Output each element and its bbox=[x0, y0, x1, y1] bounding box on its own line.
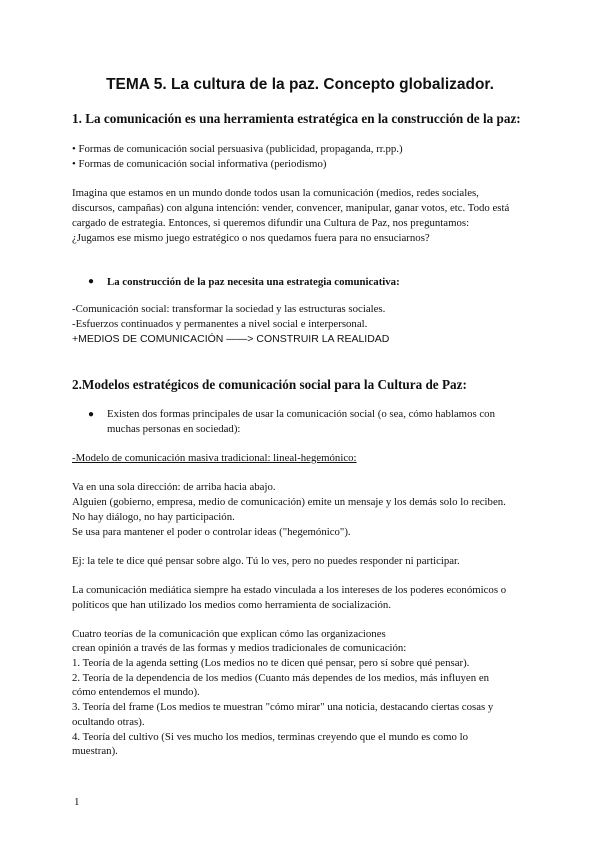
medios-line: +MEDIOS DE COMUNICACIÓN ——> CONSTRUIR LA REALIDAD bbox=[72, 333, 390, 345]
theory-line: 4. Teoría del cultivo (Si ves mucho los medios, terminas creyendo que el mundo es como lo bbox=[72, 731, 469, 743]
model-heading: -Modelo de comunicación masiva tradicional: lineal-hegemónico: bbox=[72, 452, 357, 464]
section1-paragraph-line: Imagina que estamos en un mundo donde todos usan la comunicación (medios, redes sociales, bbox=[72, 187, 479, 199]
section1-bullet: • Formas de comunicación social informativa (periodismo) bbox=[72, 158, 327, 170]
section2-heading: 2.Modelos estratégicos de comunicación social para la Cultura de Paz: bbox=[72, 377, 467, 392]
section1-paragraph-line: cargado de estrategia. Entonces, si queremos difundir una Cultura de Paz, nos preguntamos: bbox=[72, 217, 470, 229]
section2-bullet-line: Existen dos formas principales de usar la comunicación social (o sea, cómo hablamos con bbox=[107, 408, 495, 420]
section2-bullet-line: muchas personas en sociedad): bbox=[107, 423, 241, 435]
bullet-dot: ● bbox=[88, 276, 95, 287]
section1-bullet: • Formas de comunicación social persuasiva (publicidad, propaganda, rr.pp.) bbox=[72, 143, 403, 155]
mediatic-line: La comunicación mediática siempre ha estado vinculada a los intereses de los poderes económicos o bbox=[72, 584, 507, 596]
theory-line: 3. Teoría del frame (Los medios te muestran "cómo mirar" una noticia, destacando ciertas cosas y bbox=[72, 701, 494, 713]
page-title: TEMA 5. La cultura de la paz. Concepto globalizador. bbox=[106, 76, 494, 93]
bold-bullet-text: La construcción de la paz necesita una estrategia comunicativa: bbox=[107, 276, 400, 288]
model-line: Se usa para mantener el poder o controlar ideas ("hegemónico"). bbox=[72, 526, 351, 538]
theory-line: muestran). bbox=[72, 745, 118, 757]
theory-line: cómo entendemos el mundo). bbox=[72, 686, 200, 698]
section1-paragraph-line: ¿Jugamos ese mismo juego estratégico o nos quedamos fuera para no ensuciarnos? bbox=[72, 232, 430, 244]
model-line: Va en una sola dirección: de arriba hacia abajo. bbox=[72, 481, 276, 493]
theories-intro-line: Cuatro teorías de la comunicación que explican cómo las organizaciones bbox=[72, 628, 386, 640]
example-line: Ej: la tele te dice qué pensar sobre algo. Tú lo ves, pero no puedes responder ni participar. bbox=[72, 555, 460, 567]
dash-line: -Esfuerzos continuados y permanentes a nivel social e interpersonal. bbox=[72, 318, 368, 330]
model-line: Alguien (gobierno, empresa, medio de comunicación) emite un mensaje y los demás solo lo reciben. bbox=[72, 496, 506, 508]
page-number: 1 bbox=[74, 796, 80, 808]
theory-line: ocultando otras). bbox=[72, 716, 145, 728]
section1-heading: 1. La comunicación es una herramienta estratégica en la construcción de la paz: bbox=[72, 111, 521, 126]
theories-intro-line: crean opinión a través de las formas y medios tradicionales de comunicación: bbox=[72, 642, 407, 654]
theory-line: 1. Teoría de la agenda setting (Los medios no te dicen qué pensar, pero sí sobre qué pensar). bbox=[72, 657, 470, 669]
theory-line: 2. Teoría de la dependencia de los medios (Cuanto más dependes de los medios, más influyen en bbox=[72, 672, 490, 684]
section1-paragraph-line: discursos, campañas) con alguna intención: vender, convencer, manipular, ganar votos, etc. Todo está bbox=[72, 202, 510, 214]
model-line: No hay diálogo, no hay participación. bbox=[72, 511, 235, 523]
bullet-dot: ● bbox=[88, 409, 95, 420]
mediatic-line: políticos que han utilizado los medios como herramienta de socialización. bbox=[72, 599, 392, 611]
dash-line: -Comunicación social: transformar la sociedad y las estructuras sociales. bbox=[72, 303, 386, 315]
